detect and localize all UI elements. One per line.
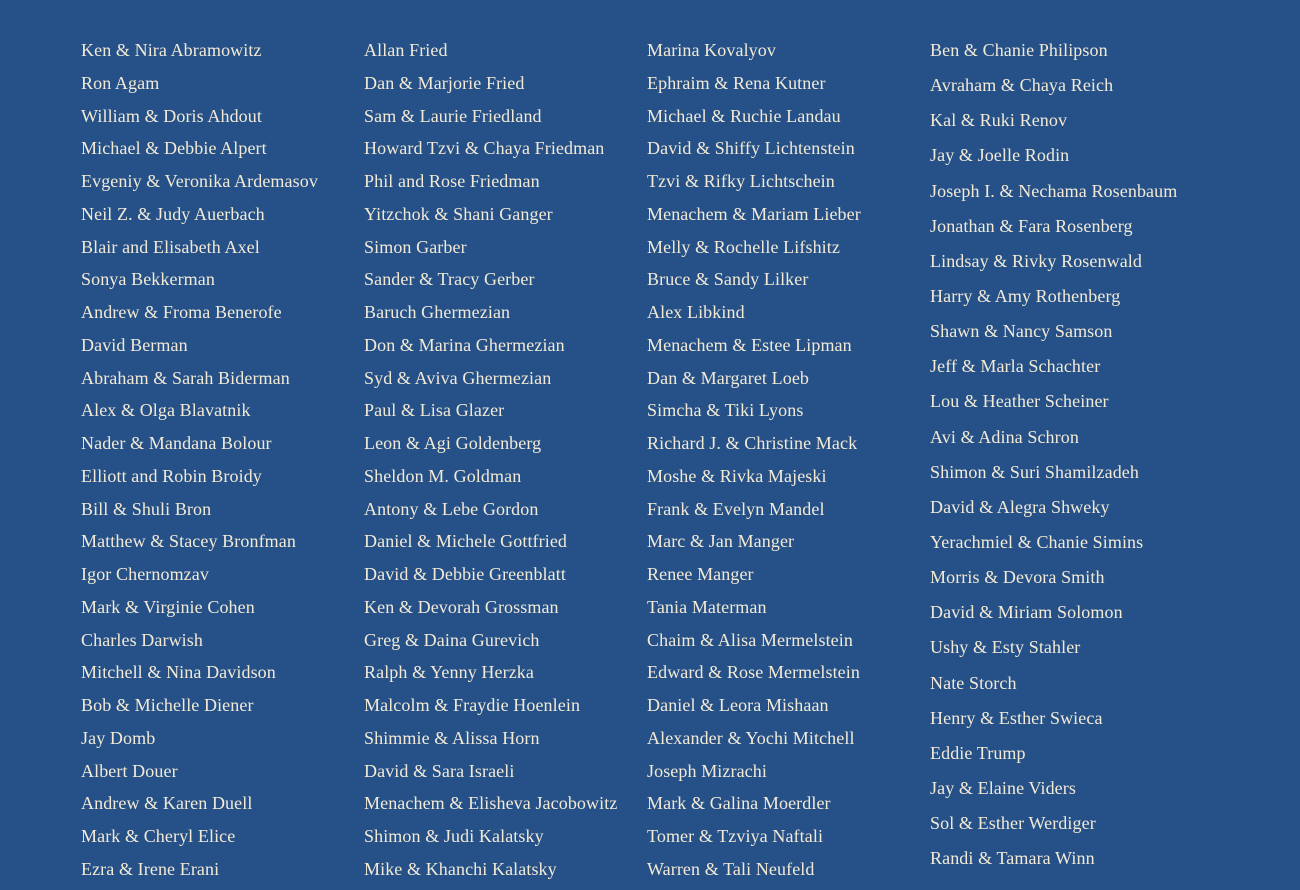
- donor-name: Randi & Tamara Winn: [930, 848, 1095, 869]
- donor-name: Leon & Agi Goldenberg: [364, 433, 542, 453]
- donor-name: David & Alegra Shweky: [930, 496, 1110, 517]
- donor-name: David Berman: [81, 334, 188, 355]
- donor-name: Sheldon M. Goldman: [364, 465, 522, 486]
- donor-name: Ben & Chanie Philipson: [930, 40, 1108, 60]
- donor-name: Menachem & Mariam Lieber: [647, 203, 861, 224]
- donor-name: Jeff & Marla Schachter: [930, 356, 1101, 377]
- donor-name: Matthew & Stacey Bronfman: [81, 531, 296, 552]
- donor-name: Evgeniy & Veronika Ardemasov: [81, 171, 318, 191]
- donor-name: Simcha & Tiki Lyons: [647, 400, 804, 421]
- donor-name: Michael & Ruchie Landau: [647, 105, 841, 126]
- donor-name: Morris & Devora Smith: [930, 567, 1105, 588]
- donor-name: Sol & Esther Werdiger: [930, 813, 1096, 834]
- donor-name: Ezra & Irene Erani: [81, 858, 220, 879]
- donor-name: Tzvi & Rifky Lichtschein: [647, 171, 835, 191]
- donor-name: Tania Materman: [647, 596, 767, 617]
- donor-name: Malcolm & Fraydie Hoenlein: [364, 695, 581, 715]
- donor-name: Menachem & Estee Lipman: [647, 334, 852, 355]
- donor-name: Albert Douer: [81, 760, 178, 781]
- donor-name: Nate Storch: [930, 672, 1017, 693]
- donor-name: Bob & Michelle Diener: [81, 695, 254, 715]
- donor-name: Mitchell & Nina Davidson: [81, 662, 276, 683]
- donor-name: Bruce & Sandy Lilker: [647, 269, 809, 290]
- donor-name: Chaim & Alisa Mermelstein: [647, 629, 853, 650]
- donor-name: Phil and Rose Friedman: [364, 171, 540, 191]
- donor-name: Shimmie & Alissa Horn: [364, 727, 540, 748]
- donor-name: Dan & Marjorie Fried: [364, 72, 525, 93]
- donor-name: Simon Garber: [364, 236, 467, 257]
- name-column-1: [81, 38, 318, 890]
- donor-name: Moshe & Rivka Majeski: [647, 465, 827, 486]
- donor-name: Shimon & Judi Kalatsky: [364, 826, 544, 846]
- donor-name: Dan & Margaret Loeb: [647, 367, 810, 388]
- donor-name: Eddie Trump: [930, 742, 1026, 763]
- donor-name: Joseph I. & Nechama Rosenbaum: [930, 180, 1178, 201]
- donor-name: Blair and Elisabeth Axel: [81, 236, 260, 257]
- name-column-3: [647, 38, 861, 890]
- donor-name: Shimon & Suri Shamilzadeh: [930, 461, 1139, 482]
- donor-name: Igor Chernomzav: [81, 564, 209, 584]
- donor-name: Jonathan & Fara Rosenberg: [930, 215, 1133, 236]
- donor-name: Ken & Nira Abramowitz: [81, 40, 262, 60]
- donor-name: Ralph & Yenny Herzka: [364, 662, 534, 683]
- donor-name: William & Doris Ahdout: [81, 105, 262, 126]
- donor-name: Mark & Galina Moerdler: [647, 793, 831, 814]
- donor-name: Jay & Joelle Rodin: [930, 145, 1070, 166]
- donor-name: Ken & Devorah Grossman: [364, 596, 559, 617]
- donor-name: Don & Marina Ghermezian: [364, 334, 565, 355]
- donor-name: Howard Tzvi & Chaya Friedman: [364, 138, 605, 159]
- donor-name: Alex & Olga Blavatnik: [81, 400, 251, 421]
- donor-name: Andrew & Froma Benerofe: [81, 302, 282, 322]
- donor-name: Marc & Jan Manger: [647, 531, 795, 552]
- donor-name: Allan Fried: [364, 40, 448, 60]
- donor-name: Yitzchok & Shani Ganger: [364, 203, 553, 224]
- donor-name: Marina Kovalyov: [647, 40, 776, 60]
- donor-name: Kal & Ruki Renov: [930, 110, 1068, 131]
- donor-name: Greg & Daina Gurevich: [364, 629, 540, 650]
- donor-name: Nader & Mandana Bolour: [81, 433, 272, 453]
- donor-name: Jay & Elaine Viders: [930, 777, 1076, 798]
- donor-name: Yerachmiel & Chanie Simins: [930, 531, 1144, 552]
- donor-name: Daniel & Michele Gottfried: [364, 531, 568, 552]
- donor-name: Syd & Aviva Ghermezian: [364, 367, 552, 388]
- donor-name: Frank & Evelyn Mandel: [647, 498, 825, 519]
- donor-name: Avi & Adina Schron: [930, 426, 1079, 447]
- donor-name: Elliott and Robin Broidy: [81, 465, 262, 486]
- donor-name: Bill & Shuli Bron: [81, 498, 212, 519]
- donor-name: Sander & Tracy Gerber: [364, 269, 535, 290]
- donor-name: Antony & Lebe Gordon: [364, 498, 539, 519]
- donor-name: Daniel & Leora Mishaan: [647, 695, 829, 715]
- donor-name: Neil Z. & Judy Auerbach: [81, 203, 265, 224]
- donor-name: Joseph Mizrachi: [647, 760, 767, 781]
- donor-name: Abraham & Sarah Biderman: [81, 367, 290, 388]
- donor-name: Henry & Esther Swieca: [930, 707, 1103, 728]
- donor-name: Charles Darwish: [81, 629, 203, 650]
- donor-name: Michael & Debbie Alpert: [81, 138, 267, 159]
- donor-name: David & Miriam Solomon: [930, 602, 1123, 623]
- donor-name: Alex Libkind: [647, 302, 745, 322]
- donor-name: David & Sara Israeli: [364, 760, 515, 781]
- donor-name: Lou & Heather Scheiner: [930, 391, 1109, 412]
- donor-name: Shawn & Nancy Samson: [930, 321, 1113, 342]
- donor-name: Mike & Khanchi Kalatsky: [364, 858, 557, 879]
- donor-name: Avraham & Chaya Reich: [930, 75, 1114, 96]
- donor-name: Ron Agam: [81, 72, 160, 93]
- donor-name: Melly & Rochelle Lifshitz: [647, 236, 840, 257]
- donor-name: Sonya Bekkerman: [81, 269, 215, 290]
- donor-name: Richard J. & Christine Mack: [647, 433, 858, 453]
- donor-name: Ushy & Esty Stahler: [930, 637, 1081, 658]
- donor-name: Edward & Rose Mermelstein: [647, 662, 860, 683]
- donor-name: Lindsay & Rivky Rosenwald: [930, 250, 1142, 271]
- donor-name: Sam & Laurie Friedland: [364, 105, 542, 126]
- name-column-4: [930, 38, 1177, 881]
- donor-name: Harry & Amy Rothenberg: [930, 285, 1121, 306]
- donor-name: Menachem & Elisheva Jacobowitz: [364, 793, 618, 814]
- donor-name: Mark & Cheryl Elice: [81, 826, 236, 846]
- donor-name: Ephraim & Rena Kutner: [647, 72, 826, 93]
- donor-name: Renee Manger: [647, 564, 754, 584]
- donor-name: Alexander & Yochi Mitchell: [647, 727, 855, 748]
- donor-name: Baruch Ghermezian: [364, 302, 511, 322]
- donor-name: Warren & Tali Neufeld: [647, 858, 815, 879]
- donor-name: Jay Domb: [81, 727, 156, 748]
- donor-name: Andrew & Karen Duell: [81, 793, 253, 814]
- donor-name: David & Debbie Greenblatt: [364, 564, 566, 584]
- donor-name: David & Shiffy Lichtenstein: [647, 138, 855, 159]
- donor-name: Mark & Virginie Cohen: [81, 596, 255, 617]
- donor-name: Paul & Lisa Glazer: [364, 400, 505, 421]
- name-column-2: [364, 38, 617, 890]
- donor-name: Tomer & Tzviya Naftali: [647, 826, 824, 846]
